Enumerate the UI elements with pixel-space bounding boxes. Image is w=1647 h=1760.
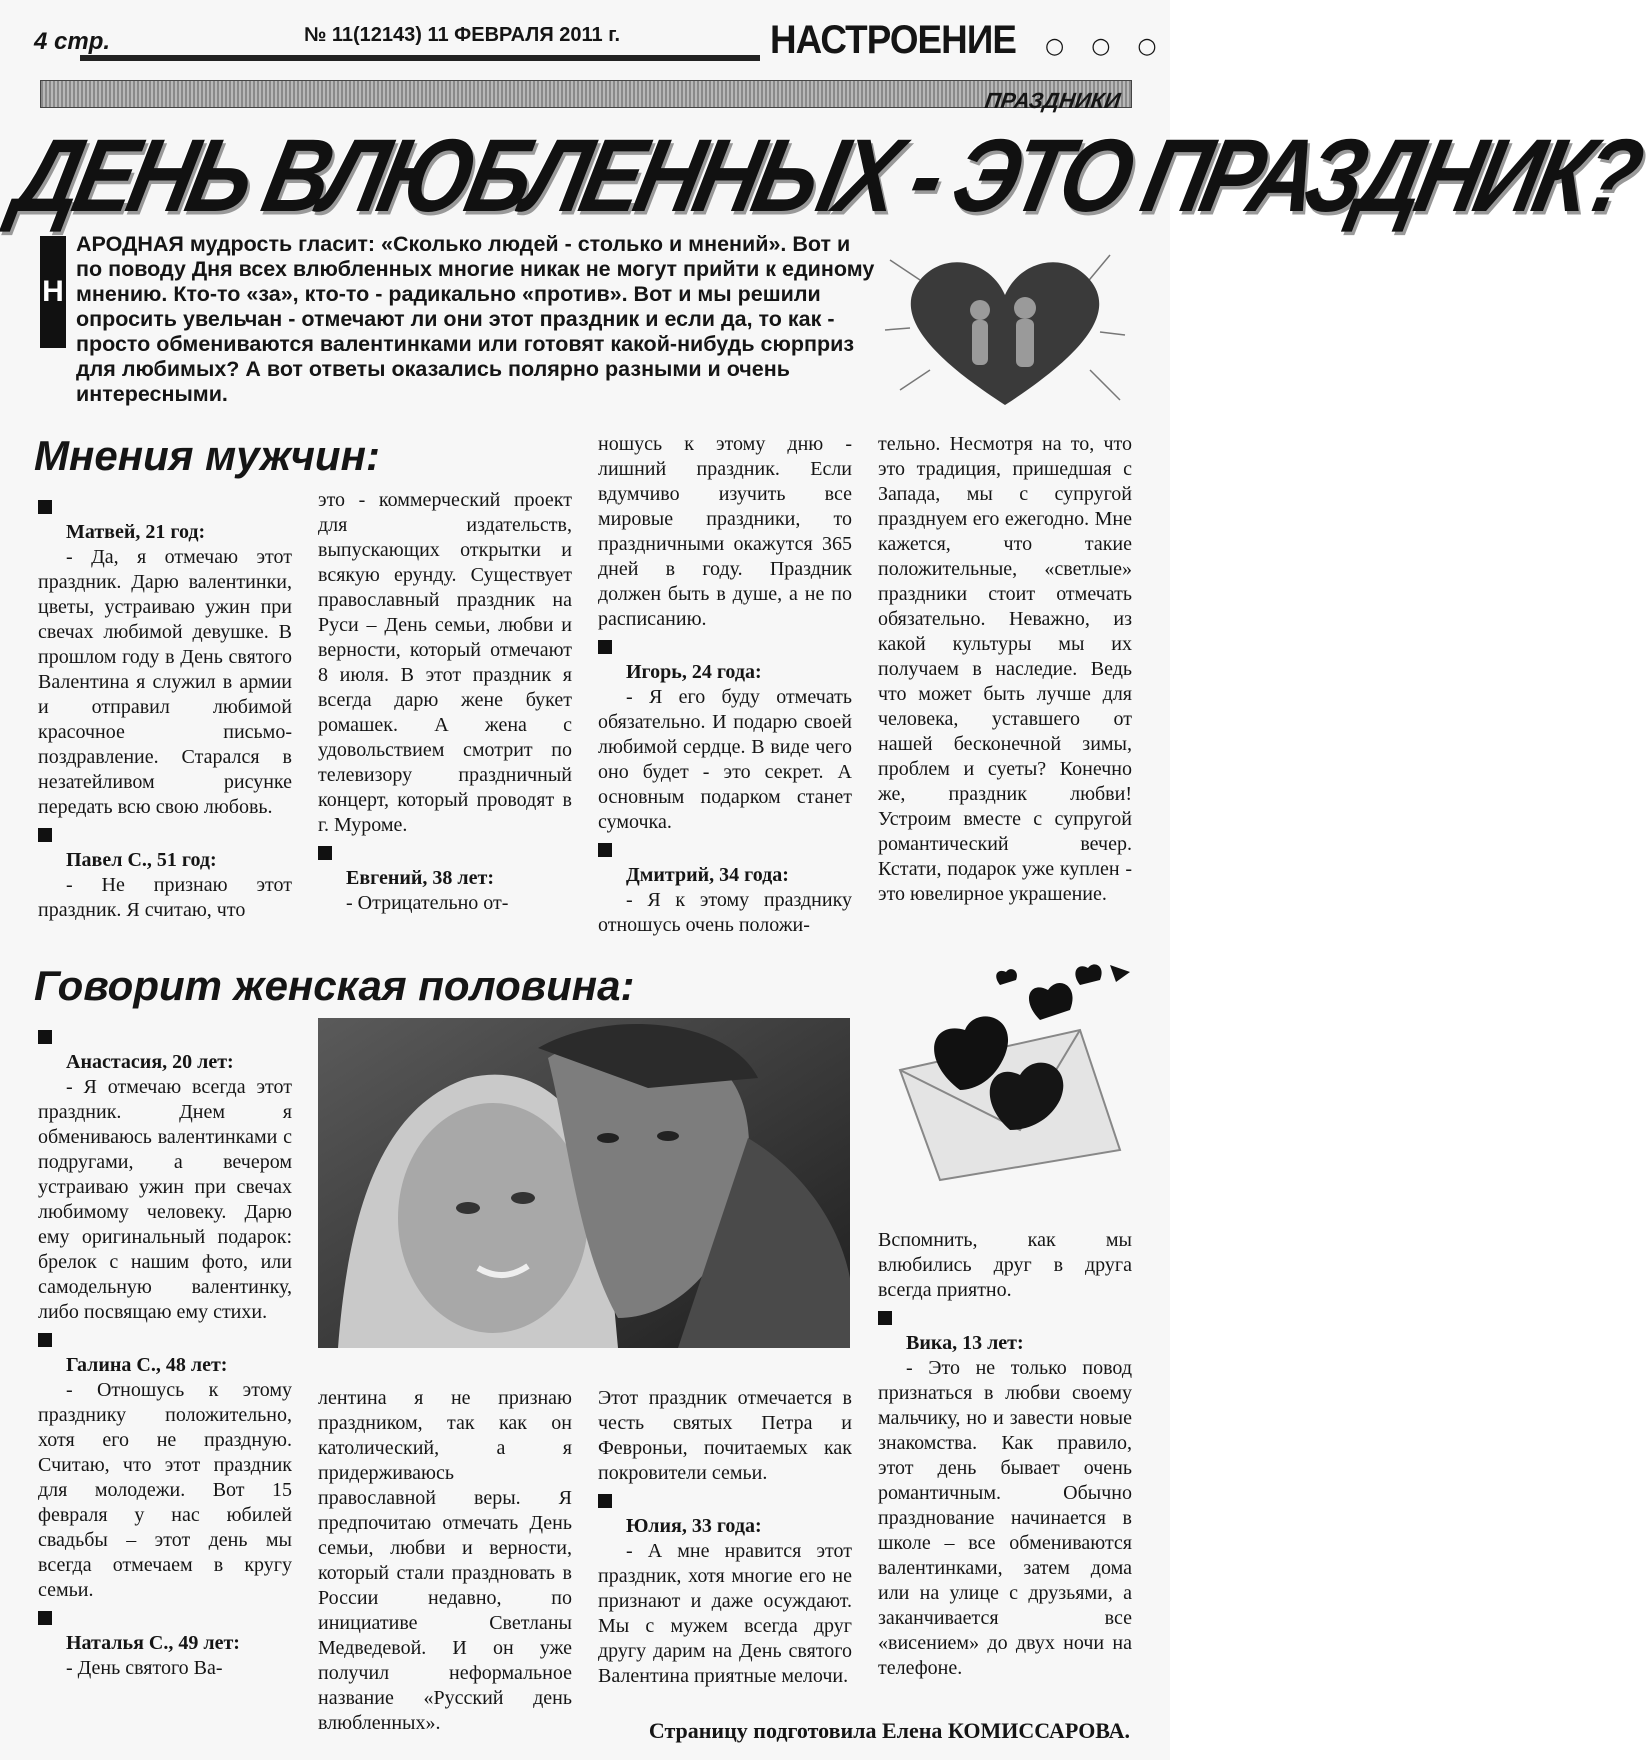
envelope-hearts-illustration	[880, 960, 1140, 1190]
respondent-name: Галина С., 48 лет:	[66, 1354, 228, 1376]
bullet-square-icon	[598, 640, 612, 654]
men-column-1	[38, 492, 292, 923]
answer-text: - Отношусь к этому празднику положительно, хотя его не праздную. Считаю, что этот праздник для молодежи. Вот 15 февраля у нас юбилей свадьбы – этот день мы всегда отмечаем в кругу семьи.	[38, 1379, 292, 1601]
answer-text: - Я отмечаю всегда этот праздник. Днем я обмениваюсь валентинками с подругами, а вечером устраиваю ужин при свечах любимому человеку. Дарю ему оригинальный подарок: брелок с нашим фото, или самодельную валентинку, либо посвящаю ему стихи.	[38, 1076, 292, 1323]
respondent-name: Юлия, 33 года:	[626, 1515, 762, 1537]
respondent-name: Дмитрий, 34 года:	[626, 864, 789, 886]
answer-text: - День святого Ва-	[66, 1657, 223, 1679]
men-column-2	[318, 488, 572, 916]
header-rule	[80, 55, 760, 61]
women-column-1	[38, 1022, 292, 1681]
respondent-name: Павел С., 51 год:	[66, 849, 217, 871]
women-column-4	[878, 1228, 1132, 1681]
answer-text: - А мне нравится этот праздник, хотя многие его не признают и даже осуждают. Мы с мужем всегда друг другу дарим на День святого Валентина приятные мелочи.	[598, 1540, 852, 1687]
heart-couple-illustration	[880, 240, 1130, 415]
answer-text: Вспомнить, как мы влюбились друг в друга всегда приятно.	[878, 1229, 1132, 1301]
bullet-square-icon	[38, 1030, 52, 1044]
answer-text: - Я к этому празднику отношусь очень положи-	[598, 889, 852, 936]
women-heading: Говорит женская половина:	[34, 962, 635, 1009]
page-number: 4 стр.	[34, 28, 111, 55]
answer-text: - Это не только повод признаться в любви своему мальчику, но и завести новые знакомства. Как правило, этот день бывает очень романтичным. Обычно празднование начинается в школе – все обмениваются валентинками, затем дома или на улице с друзьями, а заканчивается все «висением» до двух ночи на телефоне.	[878, 1357, 1132, 1679]
bullet-square-icon	[318, 846, 332, 860]
issue-line: № 11(12143) 11 ФЕВРАЛЯ 2011 г.	[304, 24, 621, 46]
answer-text: ношусь к этому дню - лишний праздник. Если вдумчиво изучить все мировые праздники, то праздничными окажутся 365 дней в году. Праздник должен быть в душе, а не по расписанию.	[598, 433, 852, 630]
answer-text: - Я его буду отмечать обязательно. И подарю своей любимой сердце. В виде чего оно будет - это секрет. А основным подарком станет сумочка.	[598, 686, 852, 833]
rubric-dots: ○ ○ ○	[1045, 34, 1167, 59]
bullet-square-icon	[38, 500, 52, 514]
answer-text: это - коммерческий проект для издательств, выпускающих открытки и всякую ерунду. Существует православный праздник на Руси – День семьи, любви и верности, который отмечают 8 июля. В этот праздник я всегда дарю жене букет ромашек. А жена с удовольствием смотрит по телевизору праздничный концерт, который проводят в г. Муроме.	[318, 489, 572, 836]
answer-text: тельно. Несмотря на то, что это традиция, пришедшая с Запада, мы с супругой празднуем его ежегодно. Мне кажется, что такие положительные, «светлые» праздники стоит отмечать обязательно. Неважно, из какой культуры мы их получаем в наследие. Ведь что может быть лучше для человека, уставшего от нашей бесконечной зимы, проблем и суеты? Конечно же, праздник любви! Устроим вместе с супругой романтический вечер. Кстати, подарок уже куплен - это ювелирное украшение.	[878, 433, 1132, 905]
respondent-name: Наталья С., 49 лет:	[66, 1632, 240, 1654]
respondent-name: Анастасия, 20 лет:	[66, 1051, 234, 1073]
bullet-square-icon	[598, 843, 612, 857]
headline: ДЕНЬ ВЛЮБЛЕННЫХ - ЭТО ПРАЗДНИК?	[4, 119, 1647, 235]
respondent-name: Игорь, 24 года:	[626, 661, 762, 683]
women-column-2	[318, 1386, 572, 1736]
section-label: ПРАЗДНИКИ	[983, 88, 1122, 113]
men-heading: Мнения мужчин:	[34, 432, 380, 479]
bullet-square-icon	[38, 1611, 52, 1625]
respondent-name: Вика, 13 лет:	[906, 1332, 1024, 1354]
answer-text: - Отрицательно от-	[346, 892, 509, 914]
men-column-4	[878, 432, 1132, 907]
bullet-square-icon	[38, 1333, 52, 1347]
page-credit: Страницу подготовила Елена КОМИССАРОВА.	[648, 1718, 1130, 1743]
answer-text: лентина я не признаю праздником, так как он католический, а я придерживаюсь православной веры. Я предпочитаю отмечать День семьи, любви и верности, который стали праздновать в России недавно, по инициативе Светланы Медведевой. И он уже получил неформальное название «Русский день влюбленных».	[318, 1387, 572, 1734]
respondent-name: Матвей, 21 год:	[66, 521, 206, 543]
bullet-square-icon	[598, 1494, 612, 1508]
answer-text: - Не признаю этот праздник. Я считаю, что	[38, 874, 292, 921]
section-band	[40, 80, 1132, 108]
men-column-3	[598, 432, 852, 938]
bullet-square-icon	[38, 828, 52, 842]
rubric-title: НАСТРОЕНИЕ	[770, 18, 1016, 62]
bullet-square-icon	[878, 1311, 892, 1325]
lead-paragraph: АРОДНАЯ мудрость гласит: «Сколько людей - столько и мнений». Вот и по поводу Дня всех влюбленных многие никак не могут прийти к единому мнению. Кто-то «за», кто-то - радикально «против». Вот и мы решили опросить увельчан - отмечают ли они этот праздник и если да, то как - просто обмениваются валентинками или готовят какой-нибудь сюрприз для любимых? А вот ответы оказались полярно разными и очень интересными.	[76, 232, 875, 406]
respondent-name: Евгений, 38 лет:	[346, 867, 494, 889]
couple-photo	[318, 1018, 850, 1348]
answer-text: - Да, я отмечаю этот праздник. Дарю валентинки, цветы, устраиваю ужин при свечах любимой девушке. В прошлом году в День святого Валентина я служил в армии и отправил любимой красочное письмо-поздравление. Старался в незатейливом рисунке передать всю свою любовь.	[38, 546, 292, 818]
answer-text: Этот праздник отмечается в честь святых Петра и Февроньи, почитаемых как покровители семьи.	[598, 1387, 852, 1484]
women-column-3	[598, 1386, 852, 1689]
drop-cap: Н	[40, 236, 66, 348]
